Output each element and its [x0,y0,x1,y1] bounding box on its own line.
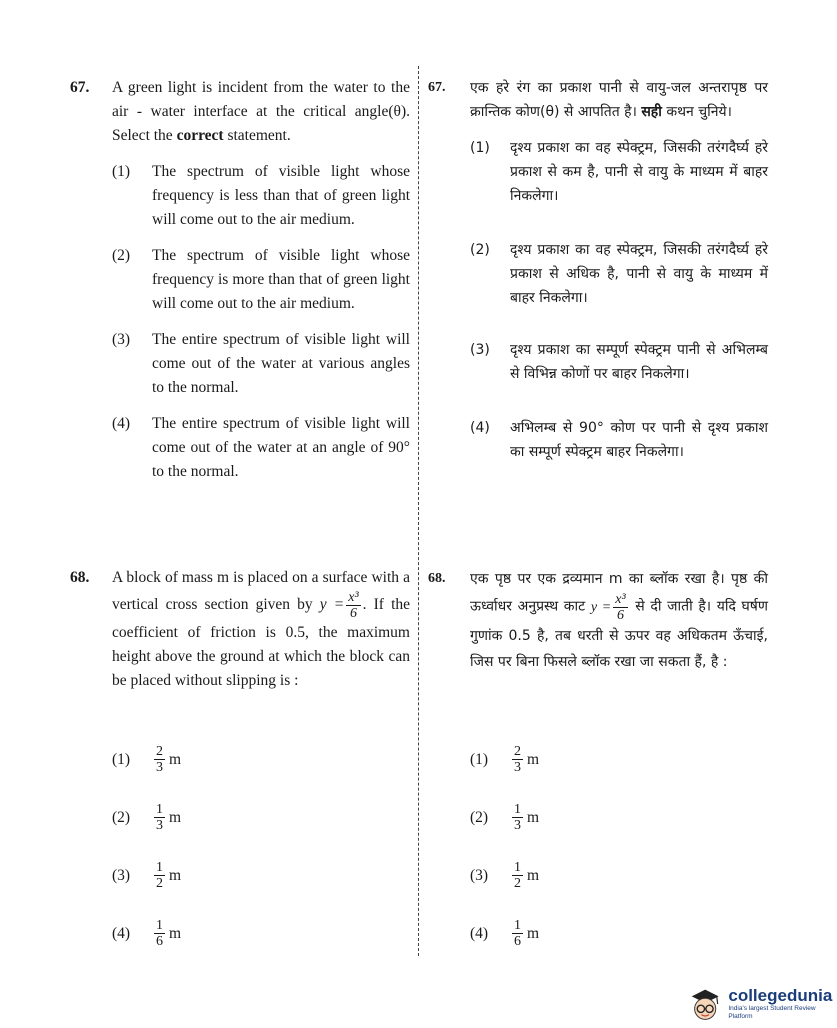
option-2: (2) दृश्य प्रकाश का वह स्पेक्ट्रम, जिसकी तरंगदैर्घ्य हरे प्रकाश से अधिक है, पानी से वायु के माध्यम में बाहर निकलेगा। [470,242,768,306]
option-4: (4) The entire spectrum of visible light will come out of the water at an angle of 90° to the normal. [112,415,410,480]
q68-hi-option-2: (2) $\frac{1}{3}$ m [470,802,540,833]
q68-en-option-4: (4) $\frac{1}{6}$ m [112,918,182,949]
question-stem: A green light is incident from the water to the air - water interface at the critical angle(θ). Select the correct statement. [112,79,410,144]
question-stem: A block of mass m is placed on a surface with a vertical cross section given by y = $\frac{\text{x³}}{6}$ . If the coefficient of friction is 0.5, the maximum height above the ground at which the block can be placed without slipping is : [112,569,411,689]
question-number: 67. [428,80,446,95]
option-1: (1) The spectrum of visible light whose frequency is less than that of green light will come out to the air medium. [112,163,410,228]
q68-en-option-1: (1) $\frac{2}{3}$ m [112,744,182,775]
q68-hindi [428,566,768,675]
equation: y = $\frac{\text{x³}}{6}$ [590,592,626,623]
question-stem: एक हरे रंग का प्रकाश पानी से वायु-जल अन्तरापृष्ठ पर क्रान्तिक कोण(θ) से आपतित है। सही कथन चुनिये। [470,80,768,120]
question-number: 68. [70,569,90,586]
mascot-icon [686,984,724,1024]
question-number: 68. [428,571,446,586]
question-number: 67. [70,79,90,96]
equation: y = $\frac{\text{x³}}{6}$ [319,590,359,621]
logo-name: collegedunia [728,986,833,1005]
q68-en-option-3: (3) $\frac{1}{2}$ m [112,860,182,891]
option-1: (1) दृश्य प्रकाश का वह स्पेक्ट्रम, जिसकी तरंगदैर्घ्य हरे प्रकाश से कम है, पानी से वायु के माध्यम में बाहर निकलेगा। [470,140,768,204]
option-4: (4) अभिलम्ब से 90° कोण पर पानी से दृश्य प्रकाश का सम्पूर्ण स्पेक्ट्रम बाहर निकलेगा। [470,420,768,460]
q68-english [70,566,410,693]
q68-en-option-2: (2) $\frac{1}{3}$ m [112,802,182,833]
option-2: (2) The spectrum of visible light whose frequency is more than that of green light will come out to the air medium. [112,247,410,312]
q68-hi-option-4: (4) $\frac{1}{6}$ m [470,918,540,949]
q68-hi-option-1: (1) $\frac{2}{3}$ m [470,744,540,775]
question-stem: एक पृष्ठ पर एक द्रव्यमान m का ब्लॉक रखा है। पृष्ठ की ऊर्ध्वाधर अनुप्रस्थ काट y = $\frac{\text{x³}}{6}$ से दी जाती है। यदि घर्षण गुणांक 0.5 है, तब धरती से ऊपर वह अधिकतम ऊँचाई, जिस पर बिना फिसले ब्लॉक रखा जा सकता हैं, है : [470,571,768,670]
q67-hindi [428,76,768,464]
logo-tagline: India's largest Student Review Platform [728,1005,816,1020]
collegedunia-logo [686,984,837,1024]
column-divider [418,66,419,956]
option-3: (3) दृश्य प्रकाश का सम्पूर्ण स्पेक्ट्रम पानी से अभिलम्ब से विभिन्न कोणों पर बाहर निकलेगा। [470,342,768,382]
q68-hi-option-3: (3) $\frac{1}{2}$ m [470,860,540,891]
q67-english [70,76,410,484]
option-3: (3) The entire spectrum of visible light will come out of the water at various angles to the normal. [112,331,410,396]
